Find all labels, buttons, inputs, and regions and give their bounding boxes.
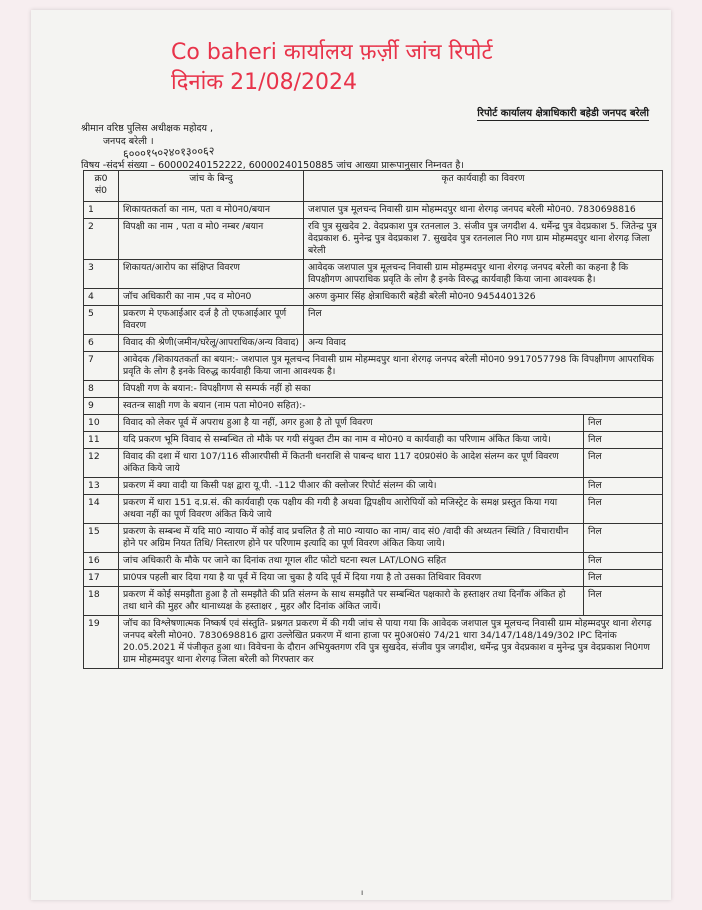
row-status: निल: [584, 478, 663, 495]
row-text: विवाद की श्रेणी(जमीन/घरेलू/आपराधिक/अन्य विवाद): [119, 335, 304, 352]
table-row: [84, 524, 663, 553]
row-number: 13: [84, 478, 119, 495]
row-text: अन्य विवाद: [304, 335, 663, 352]
row-text: स्वतन्त्र साक्षी गण के बयान (नाम पता मो0न0 सहित):-: [119, 398, 663, 415]
overlay-date: दिनांक 21/08/2024: [171, 70, 357, 95]
row-number: 3: [84, 260, 119, 289]
row-text: प्रकरण में कोई समझौता हुआ है तो समझौते की प्रति संलग्न के साथ समझौते पर सम्बन्धित पक्षकारो के हस्ताक्षर तथा दिनाँक अंकित हो तथा थाने की मुहर और थानाध्यक्ष के हस्ताक्षर , मुहर और दिनांक अंकित जायें।: [119, 587, 584, 616]
row-number: 9: [84, 398, 119, 415]
row-text: जॉच का विश्लेषणात्मक निष्कर्ष एवं संस्तुति- प्रश्नगत प्रकरण में की गयी जांच से पाया गया कि आवेदक जशपाल पुत्र मूलचन्द निवासी ग्राम मोहम्मदपुर थाना शेरगढ़ जनपद बरेली मो0न0. 7830698816 द्वारा उल्लेखित प्रकरण में थाना हाजा पर मु0अ0सं0 74/21 धारा 34/147/148/149/302 IPC दिनांक 20.05.2021 में पंजीकृत हुआ था। विवेचना के दौरान अभियुक्तगण रवि पुत्र सुखदेव, संजीव पुत्र जगदीश, धर्मेन्द्र पुत्र वेदप्रकाश व मुनेन्द्र पुत्र वेदप्रकाश नि0गण ग्राम मोहम्मदपुर थाना शेरगढ़ जिला बरेली को गिरफ्तार कर: [119, 616, 663, 669]
row-number: 19: [84, 616, 119, 669]
address-line: श्रीमान वरिष्ठ पुलिस अधीक्षक महोदय ,: [81, 123, 214, 134]
table-row: [84, 553, 663, 570]
row-number: 1: [84, 202, 119, 219]
row-number: 6: [84, 335, 119, 352]
table-row: [84, 260, 663, 289]
row-status: निल: [584, 432, 663, 449]
row-number: 10: [84, 415, 119, 432]
document-sheet: [31, 10, 671, 900]
row-text: विवाद की दशा में धारा 107/116 सीआरपीसी में कितनी धनराशि से पाबन्द धारा 117 द0प्र0सं0 के आदेश संलग्न कर पूर्ण विवरण अंकित किये जाये: [119, 449, 584, 478]
table-row: [84, 219, 663, 260]
row-number: 4: [84, 289, 119, 306]
row-text: शिकायतकर्ता का नाम, पता व मो0न0/बयान: [119, 202, 304, 219]
row-number: 14: [84, 495, 119, 524]
column-header: जांच के बिन्दु: [119, 171, 304, 202]
table-row: [84, 478, 663, 495]
row-text: विपक्षी का नाम , पता व मो0 नम्बर /बयान: [119, 219, 304, 260]
row-text: प्रकरण मे एफआईआर दर्ज है तो एफआईआर पूर्ण विवरण: [119, 306, 304, 335]
subject-line: विषय -संदर्भ संख्या – 60000240152222, 60000240150885 जांच आख्या प्रारूपानुसार निम्नवत है।: [81, 160, 464, 171]
table-row: [84, 415, 663, 432]
row-text: आवेदक जशपाल पुत्र मूलचन्द निवासी ग्राम मोहम्मदपुर थाना शेरगढ़ जनपद बरेली का कहना है कि विपक्षीगण आपराधिक प्रवृति के लोग है इनके विरुद्ध कार्यवाही किया जाना आवश्यक है।: [304, 260, 663, 289]
row-text: विपक्षी गण के बयान:- विपक्षीगण से सम्पर्क नहीं हो सका: [119, 381, 663, 398]
row-text: अरुण कुमार सिंह क्षेत्राधिकारी बहेडी बरेली मो0न0 9454401326: [304, 289, 663, 306]
row-status: निल: [584, 524, 663, 553]
table-row: [84, 432, 663, 449]
row-number: 12: [84, 449, 119, 478]
row-text: निल: [304, 306, 663, 335]
table-row: [84, 202, 663, 219]
table-row: [84, 335, 663, 352]
row-status: निल: [584, 495, 663, 524]
row-text: जॉच अधिकारी का नाम ,पद व मो0न0: [119, 289, 304, 306]
table-row: [84, 616, 663, 669]
table-header-row: [84, 171, 663, 202]
report-page: [31, 10, 671, 900]
overlay-title: Co baheri कार्यालय फ़र्ज़ी जांच रिपोर्ट: [171, 40, 493, 65]
row-text: प्रा0पत्र पहली बार दिया गया है या पूर्व में दिया जा चुका है यदि पूर्व में दिया गया है तो उसका तिथिवार विवरण: [119, 570, 584, 587]
row-status: निल: [584, 449, 663, 478]
row-number: 5: [84, 306, 119, 335]
row-text: रवि पुत्र सुखदेव 2. वेदप्रकाश पुत्र रतनलाल 3. संजीव पुत्र जगदीश 4. धर्मेन्द्र पुत्र वेदप्रकाश 5. जितेन्द्र पुत्र वेदप्रकाश 6. मुनेन्द्र पुत्र वेदप्रकाश 7. सुखदेव पुत्र रतनलाल नि0 गण ग्राम मोहम्मदपुर थाना शेरगढ़ जिला बरेली: [304, 219, 663, 260]
row-status: निल: [584, 570, 663, 587]
row-number: 16: [84, 553, 119, 570]
page-mark: ı: [361, 888, 364, 897]
row-number: 7: [84, 352, 119, 381]
row-text: प्रकरण के सम्बन्ध में यदि मा0 न्यायाo में कोई वाद प्रचलित है तो मा0 न्यायाo का नाम/ वाद सं0 /वादी की अध्यतन स्थिति / विचाराधीन होने पर अग्रिम नियत तिथि/ निस्तारण होने पर परिणाम इत्यादि का पूर्ण विवरण अंकित किया जाये।: [119, 524, 584, 553]
row-status: निल: [584, 553, 663, 570]
row-number: 8: [84, 381, 119, 398]
row-number: 18: [84, 587, 119, 616]
row-text: आवेदक /शिकायतकर्ता का बयान:- जशपाल पुत्र मूलचन्द निवासी ग्राम मोहम्मदपुर थाना शेरगढ़ जनपद बरेली मो0न0 9917057798 कि विपक्षीगण आपराधिक प्रवृति के लोग है इनके विरुद्ध कार्यवाही किया जाना आवश्यक है।: [119, 352, 663, 381]
table-row: [84, 398, 663, 415]
row-status: निल: [584, 587, 663, 616]
row-number: 15: [84, 524, 119, 553]
row-number: 2: [84, 219, 119, 260]
table-row: [84, 587, 663, 616]
row-text: शिकायत/आरोप का संक्षिप्त विवरण: [119, 260, 304, 289]
table-row: [84, 306, 663, 335]
row-number: 17: [84, 570, 119, 587]
table-row: [84, 381, 663, 398]
table-row: [84, 352, 663, 381]
row-text: प्रकरण में धारा 151 द.प्र.सं. की कार्यवाही एक पक्षीय की गयी है अथवा द्विपक्षीय आरोपियों को मजिस्ट्रेट के समक्ष प्रस्तुत किया गया अथवा नहीं का पूर्ण विवरण अंकित किये जाये: [119, 495, 584, 524]
row-number: 11: [84, 432, 119, 449]
overlay-caption: [171, 38, 493, 98]
row-text: जशपाल पुत्र मूलचन्द निवासी ग्राम मोहम्मदपुर थाना शेरगढ़ जनपद बरेली मो0न0. 7830698816: [304, 202, 663, 219]
address-line: जनपद बरेली ।: [103, 136, 154, 147]
row-status: निल: [584, 415, 663, 432]
column-header: कृत कार्यवाही का विवरण: [304, 171, 663, 202]
column-header: क्र0 सं0: [84, 171, 119, 202]
row-text: जांच अधिकारी के मौके पर जाने का दिनांक तथा गूगल शीट फोटो घटना स्थल LAT/LONG सहित: [119, 553, 584, 570]
table-row: [84, 289, 663, 306]
row-text: यदि प्रकरण भूमि विवाद से सम्बन्धित तो मौके पर गयी संयुक्त टीम का नाम व मो0न0 व कार्यवाही का परिणाम अंकित किया जाये।: [119, 432, 584, 449]
row-text: प्रकरण में क्या वादी या किसी पक्ष द्वारा यू.पी. -112 पीआर की क्लोजर रिपोर्ट संलग्न की जाये।: [119, 478, 584, 495]
report-table: [83, 170, 663, 669]
office-heading: रिपोर्ट कार्यालय क्षेत्राधिकारी बहेडी जनपद बरेली: [477, 105, 649, 121]
table-row: [84, 570, 663, 587]
table-row: [84, 495, 663, 524]
row-text: विवाद को लेकर पूर्व में अपराध हुआ है या नहीं, अगर हुआ है तो पूर्ण विवरण: [119, 415, 584, 432]
table-row: [84, 449, 663, 478]
handwritten-number: ६०००१५०२४०१३००६२: [122, 144, 215, 161]
